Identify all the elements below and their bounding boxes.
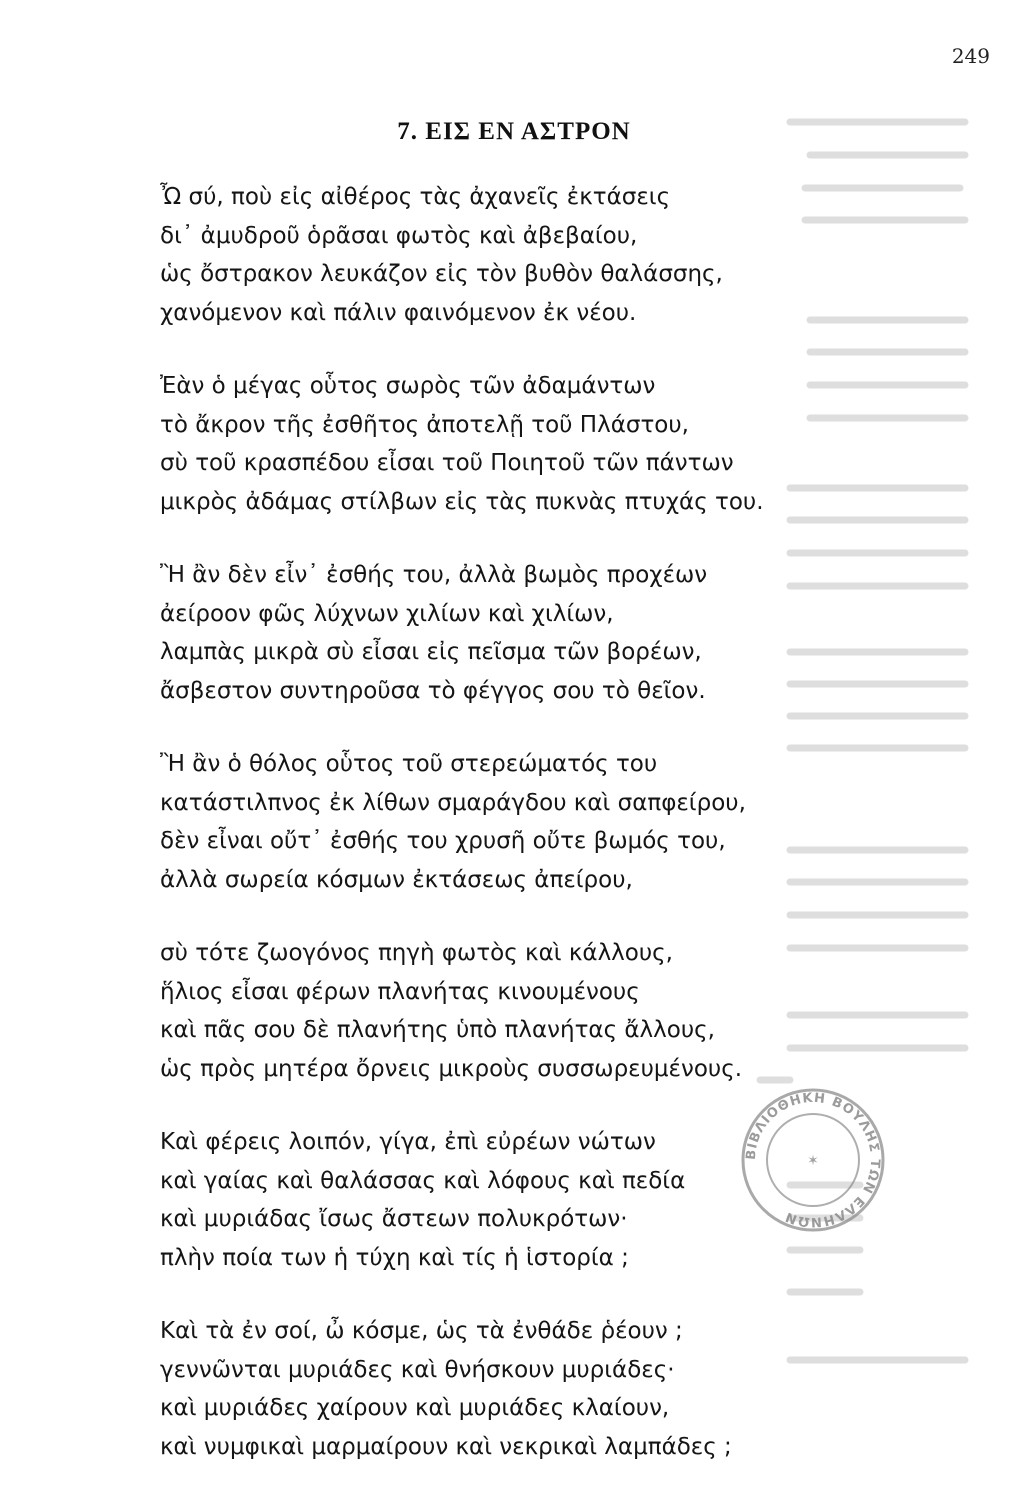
- poem-line: ἀείροον φῶς λύχνων χιλίων καὶ χιλίων,: [160, 600, 614, 627]
- stanza: [160, 934, 960, 1088]
- poem-line: καὶ πᾶς σου δὲ πλανήτης ὑπὸ πλανήτας ἄλλους,: [160, 1017, 715, 1043]
- poem-line: ὡς πρὸς μητέρα ὄρνεις μικροὺς συσσωρευμένους.: [160, 1055, 743, 1082]
- poem-line: καὶ μυριάδας ἴσως ἄστεων πολυκρότων·: [160, 1206, 628, 1232]
- poem-line: λαμπὰς μικρὰ σὺ εἶσαι εἰς πεῖσμα τῶν βορέων,: [160, 639, 702, 665]
- poem-line: καὶ γαίας καὶ θαλάσσας καὶ λόφους καὶ πεδία: [160, 1167, 686, 1194]
- poem-line: κατάστιλπνος ἐκ λίθων σμαράγδου καὶ σαπφείρου,: [160, 789, 746, 816]
- poem-line: Καὶ τὰ ἐν σοί, ὦ κόσμε, ὡς τὰ ἐνθάδε ῥέουν ;: [160, 1318, 683, 1344]
- poem-line: σὺ τοῦ κρασπέδου εἶσαι τοῦ Ποιητοῦ τῶν πάντων: [160, 450, 734, 476]
- poem-line: ἥλιος εἶσαι φέρων πλανήτας κινουμένους: [160, 978, 640, 1005]
- poem-line: ἄσβεστον συντηροῦσα τὸ φέγγος σου τὸ θεῖον.: [160, 677, 706, 704]
- poem-line: σὺ τότε ζωογόνος πηγὴ φωτὸς καὶ κάλλους,: [160, 940, 673, 966]
- svg-text:✶: ✶: [807, 1153, 819, 1169]
- library-stamp: [738, 1085, 888, 1235]
- poem-title: 7. ΕΙΣ ΕΝ ΑΣΤΡΟΝ: [397, 118, 631, 145]
- stanza: [160, 745, 960, 899]
- poem-line: ὡς ὄστρακον λευκάζον εἰς τὸν βυθὸν θαλάσσης,: [160, 261, 723, 287]
- poem-line: δι᾿ ἀμυδροῦ ὁρᾶσαι φωτὸς καὶ ἀβεβαίου,: [160, 222, 638, 249]
- stanza: [160, 1312, 960, 1466]
- page-number: 249: [951, 44, 990, 68]
- poem-line: μικρὸς ἀδάμας στίλβων εἰς τὰς πυκνὰς πτυχάς του.: [160, 488, 764, 515]
- stanza: [160, 178, 960, 332]
- poem-line: γεννῶνται μυριάδες καὶ θνήσκουν μυριάδες·: [160, 1356, 675, 1383]
- poem-line: καὶ νυμφικαὶ μαρμαίρουν καὶ νεκρικαὶ λαμπάδες ;: [160, 1433, 732, 1460]
- stamp-text: ΒΙΒΛΙΟΘΗΚΗ ΒΟΥΛΗΣ ΤΩΝ ΕΛΛΗΝΩΝ: [743, 1090, 883, 1230]
- poem-line: Ὦ σύ, ποὺ εἰς αἰθέρος τὰς ἀχανεῖς ἐκτάσεις: [160, 184, 671, 210]
- poem-line: Ἢ ἂν δὲν εἶν᾿ ἐσθής του, ἀλλὰ βωμὸς προχέων: [160, 562, 708, 588]
- poem-line: χανόμενον καὶ πάλιν φαινόμενον ἐκ νέου.: [160, 299, 637, 326]
- poem-line: Ἐὰν ὁ μέγας οὗτος σωρὸς τῶν ἀδαμάντων: [160, 373, 656, 399]
- poem-line: ἀλλὰ σωρεία κόσμων ἐκτάσεως ἀπείρου,: [160, 866, 633, 893]
- poem-line: δὲν εἶναι οὔτ᾿ ἐσθής του χρυσῆ οὔτε βωμός του,: [160, 828, 726, 854]
- poem-line: τὸ ἄκρον τῆς ἐσθῆτος ἀποτελῇ τοῦ Πλάστου,: [160, 411, 689, 438]
- poem-line: πλὴν ποία των ἡ τύχη καὶ τίς ἡ ἱστορία ;: [160, 1244, 629, 1271]
- poem-line: Καὶ φέρεις λοιπόν, γίγα, ἐπὶ εὐρέων νώτων: [160, 1129, 656, 1155]
- poem-line: καὶ μυριάδες χαίρουν καὶ μυριάδες κλαίουν,: [160, 1395, 670, 1421]
- poem-line: Ἢ ἂν ὁ θόλος οὗτος τοῦ στερεώματός του: [160, 751, 658, 777]
- stanza: [160, 556, 960, 710]
- poem-body: [160, 178, 960, 1466]
- stanza: [160, 367, 960, 521]
